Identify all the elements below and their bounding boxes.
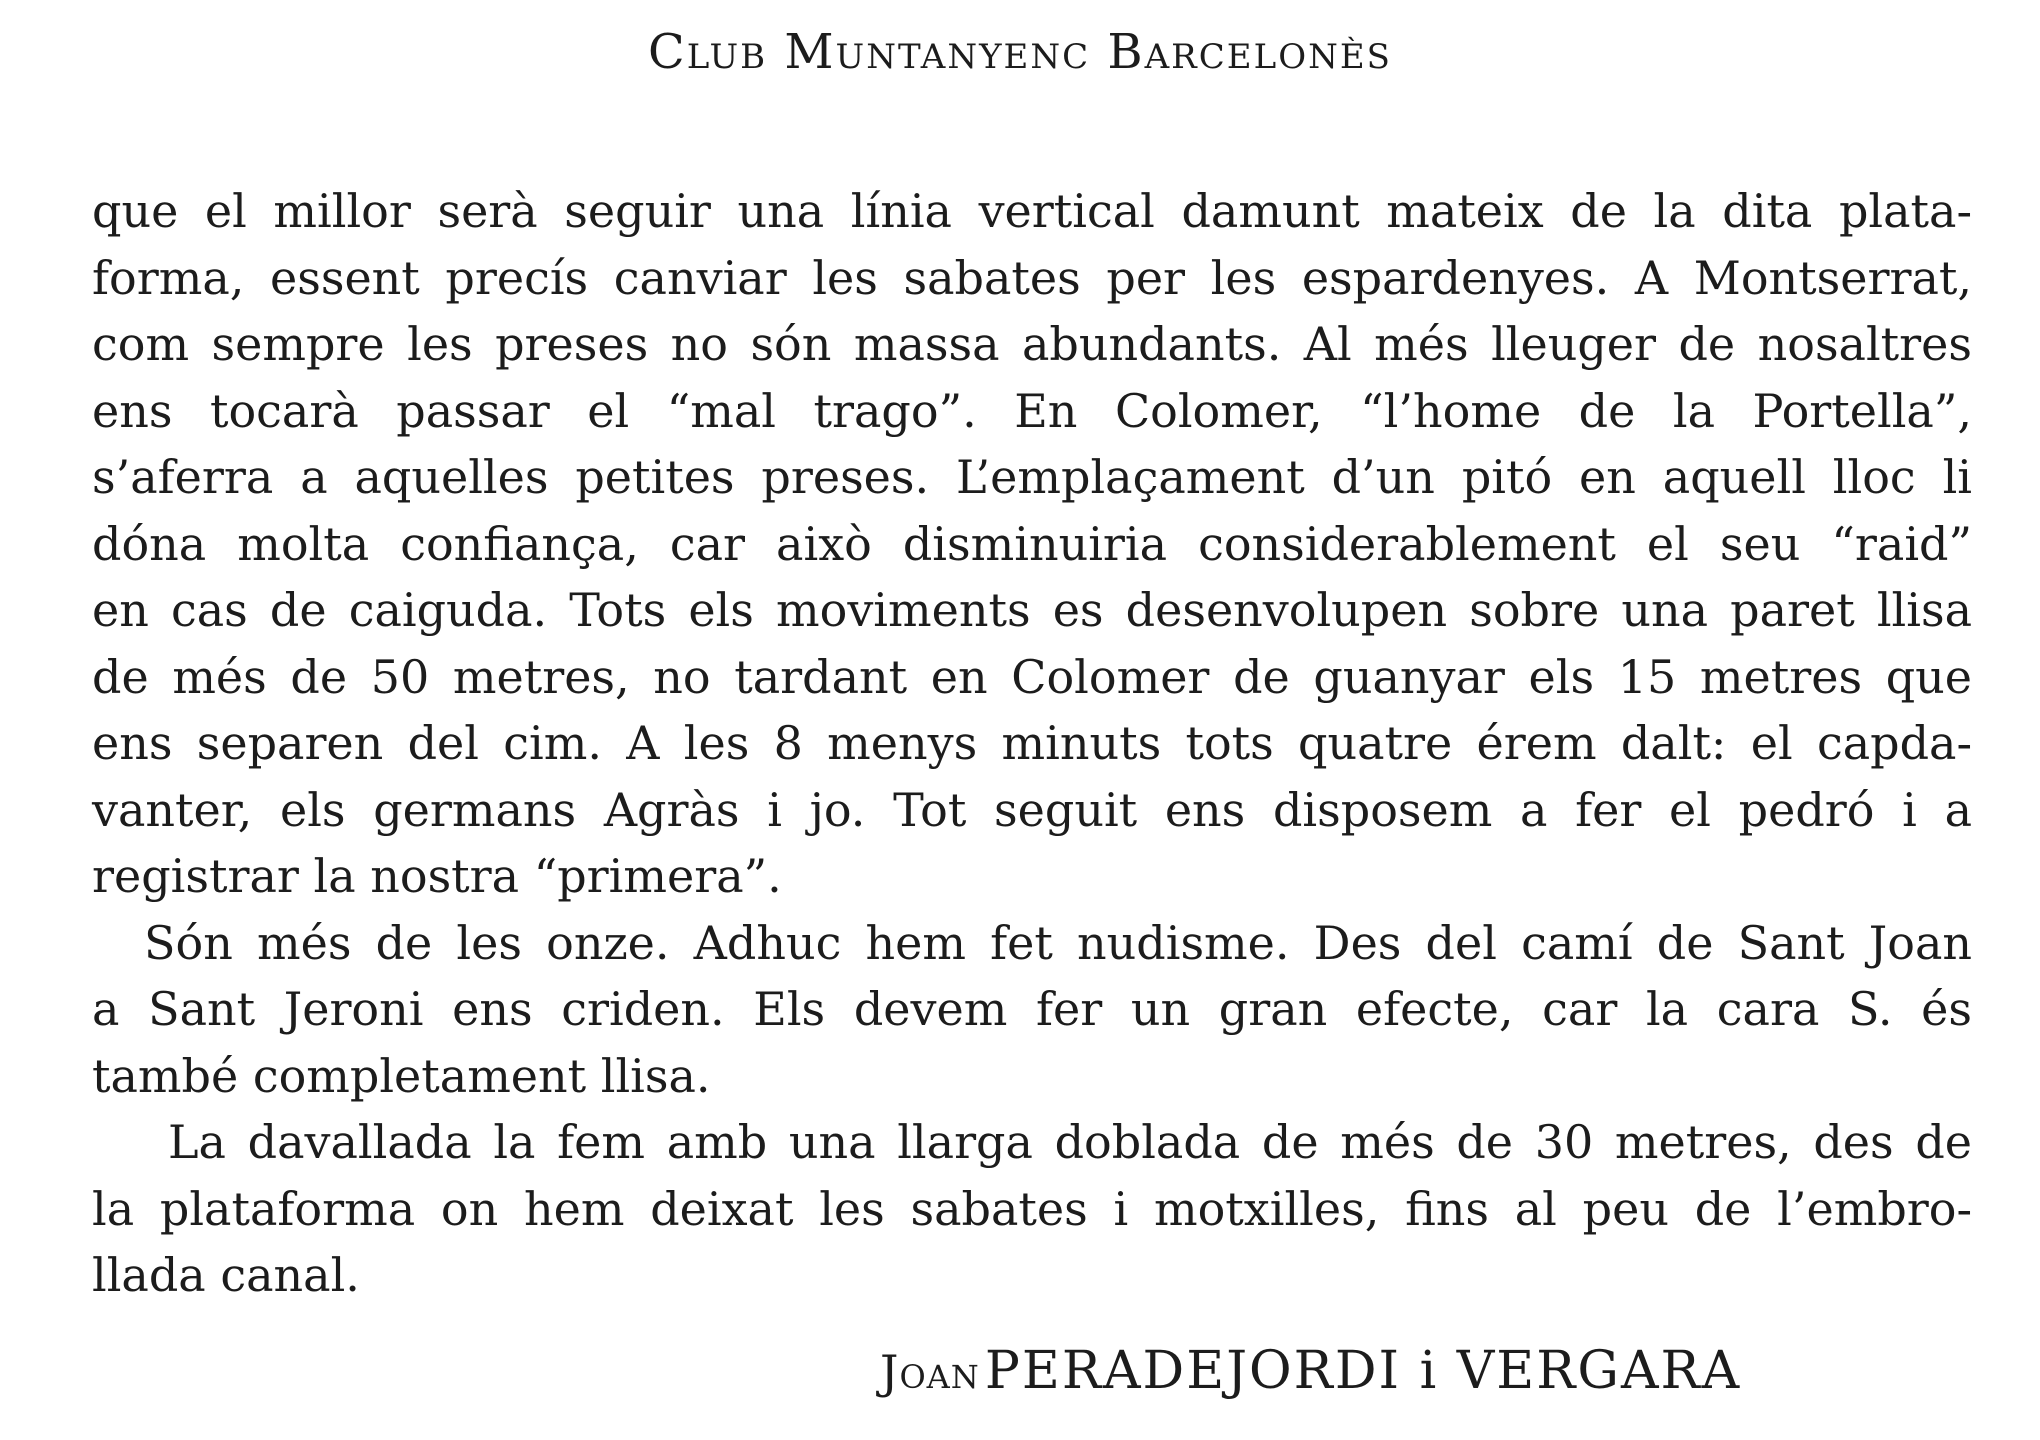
text-line: llada canal.	[92, 1248, 360, 1302]
text-line: s’aferra a aquelles petites preses. L’emplaçament d’un pitó en aquell lloc li	[92, 450, 1972, 504]
author-signature	[880, 1336, 1741, 1418]
text-line: com sempre les preses no són massa abundants. Al més lleuger de nosaltres	[92, 317, 1972, 371]
text-line: vanter, els germans Agràs i jo. Tot seguit ens disposem a fer el pedró i a	[92, 782, 1972, 837]
author-first-name: Joan	[880, 1345, 980, 1399]
text-line: registrar la nostra “primera”.	[92, 849, 782, 903]
text-line: la plataforma on hem deixat les sabates i motxilles, fins al peu de l’embro-	[92, 1181, 1972, 1236]
text-line: ens separen del cim. A les 8 menys minuts tots quatre érem dalt: el capda-	[92, 716, 1972, 770]
text-line: també completament llisa.	[92, 1048, 711, 1103]
text-line: Són més de les onze. Adhuc hem fet nudisme. Des del camí de Sant Joan	[144, 915, 1972, 970]
running-head: Club Muntanyenc Barcelonès	[648, 24, 1392, 80]
body-text	[92, 178, 1972, 1309]
text-line: La davallada la fem amb una llarga doblada de més de 30 metres, des de	[168, 1115, 1972, 1169]
paragraph-2	[92, 910, 1972, 1110]
text-line: ens tocarà passar el “mal trago”. En Colomer, “l’home de la Portella”,	[92, 383, 1972, 438]
paragraph-3	[92, 1109, 1972, 1309]
paragraph-1	[92, 178, 1972, 910]
text-line: a Sant Jeroni ens criden. Els devem fer un gran efecte, car la cara S. és	[92, 982, 1972, 1036]
text-line: forma, essent precís canviar les sabates per les espardenyes. A Montserrat,	[92, 250, 1972, 305]
text-line: en cas de caiguda. Tots els moviments es desenvolupen sobre una paret llisa	[92, 583, 1972, 637]
text-line: dóna molta confiança, car això disminuiria considerablement el seu “raid”	[92, 516, 1972, 571]
text-line: que el millor serà seguir una línia vertical damunt mateix de la dita plata-	[92, 184, 1972, 238]
text-line: de més de 50 metres, no tardant en Colomer de guanyar els 15 metres que	[92, 649, 1972, 704]
author-surnames: PERADEJORDI i VERGARA	[984, 1341, 1742, 1401]
